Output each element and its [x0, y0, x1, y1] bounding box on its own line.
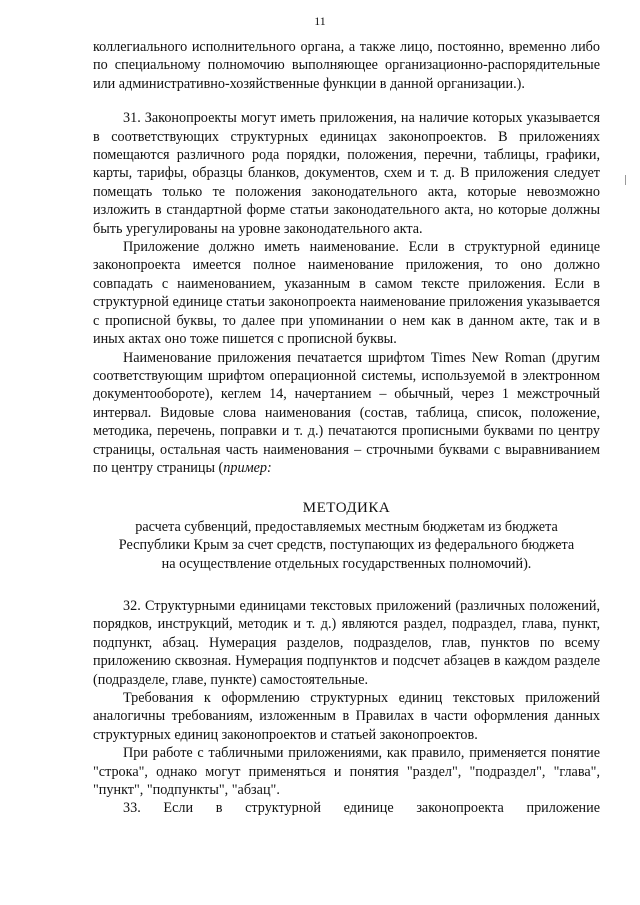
paragraph-32-tables: При работе с табличными приложениями, как правило, применяется понятие "строка", однако могут применяться и понятия "раздел", "подраздел", "глава", "пункт", "подпункты", "абзац".	[93, 745, 600, 799]
example-heading: МЕТОДИКА	[302, 500, 391, 517]
example-label: пример:	[223, 459, 272, 476]
paragraph-33: 33. Если в структурной единице законопроекта приложение	[123, 800, 600, 817]
paragraph-31: 31. Законопроекты могут иметь приложения, на наличие которых указывается в соответствующих структурных единицах законопроектов. В приложениях помещаются различного рода порядки, положения, перечни, таблицы, графики, карты, тарифы, образцы бланков, документов, схем и т. д. В приложения следует помещать только те положения законодательного акта, которые невозможно изложить в стандартной форме статьи законодательного акта, но которые должны быть урегулированы на уровне законодательного акта.	[93, 110, 600, 237]
paragraph-31-naming: Приложение должно иметь наименование. Если в структурной единице законопроекта имеется полное наименование приложения, то оно должно совпадать с наименованием, указанным в самом тексте приложения. Если в структурной единице статьи законопроекта наименование приложения указывается с прописной буквы, то далее при упоминании о нем как в данном акте, так и в иных актах оно тоже пишется с прописной буквы.	[93, 239, 600, 348]
paragraph-31-font-text: Наименование приложения печатается шрифтом Times New Roman (другим соответствующим шрифтом операционной системы, используемой в электронном документообороте), кеглем 14, начертанием – обычный, через 1 межстрочный интервал. Видовые слова наименования (состав, таблица, список, положение, методика, перечень, поправки и т. д.) печатаются прописными буквами по центру страницы, остальная часть наименования – строчными буквами с выравниванием по центру страницы (	[93, 349, 600, 476]
margin-mark	[625, 175, 626, 185]
paragraph-32: 32. Структурными единицами текстовых приложений (различных положений, порядков, инструкций, методик и т. д.) являются раздел, подраздел, глава, пункт, подпункт, абзац. Нумерация разделов, подразделов, глав, пунктов по всему приложению сквозная. Нумерация подпунктов и подсчет абзацев в каждом разделе (подразделе, главе, пункте) самостоятельные.	[93, 597, 600, 688]
example-subtitle-line-3: на осуществление отдельных государственных полномочий).	[161, 555, 532, 572]
page-number: 11	[314, 14, 326, 28]
example-subtitle	[93, 518, 600, 573]
paragraph-31-font	[93, 349, 600, 478]
paragraph-continuation: коллегиального исполнительного органа, а также лицо, постоянно, временно либо по специальному полномочию выполняющее организационно-распорядительные или административно-хозяйственные функции в данной организации.).	[93, 39, 600, 92]
example-subtitle-line-1: расчета субвенций, предоставляемых местным бюджетам из бюджета	[135, 518, 558, 535]
document-body	[93, 38, 600, 818]
example-subtitle-line-2: Республики Крым за счет средств, поступающих из федерального бюджета	[118, 537, 575, 554]
paragraph-32-requirements: Требования к оформлению структурных единиц текстовых приложений аналогичны требованиям, изложенным в Правилах в части оформления данных структурных единиц законопроектов и статьей законопроектов.	[93, 690, 600, 743]
